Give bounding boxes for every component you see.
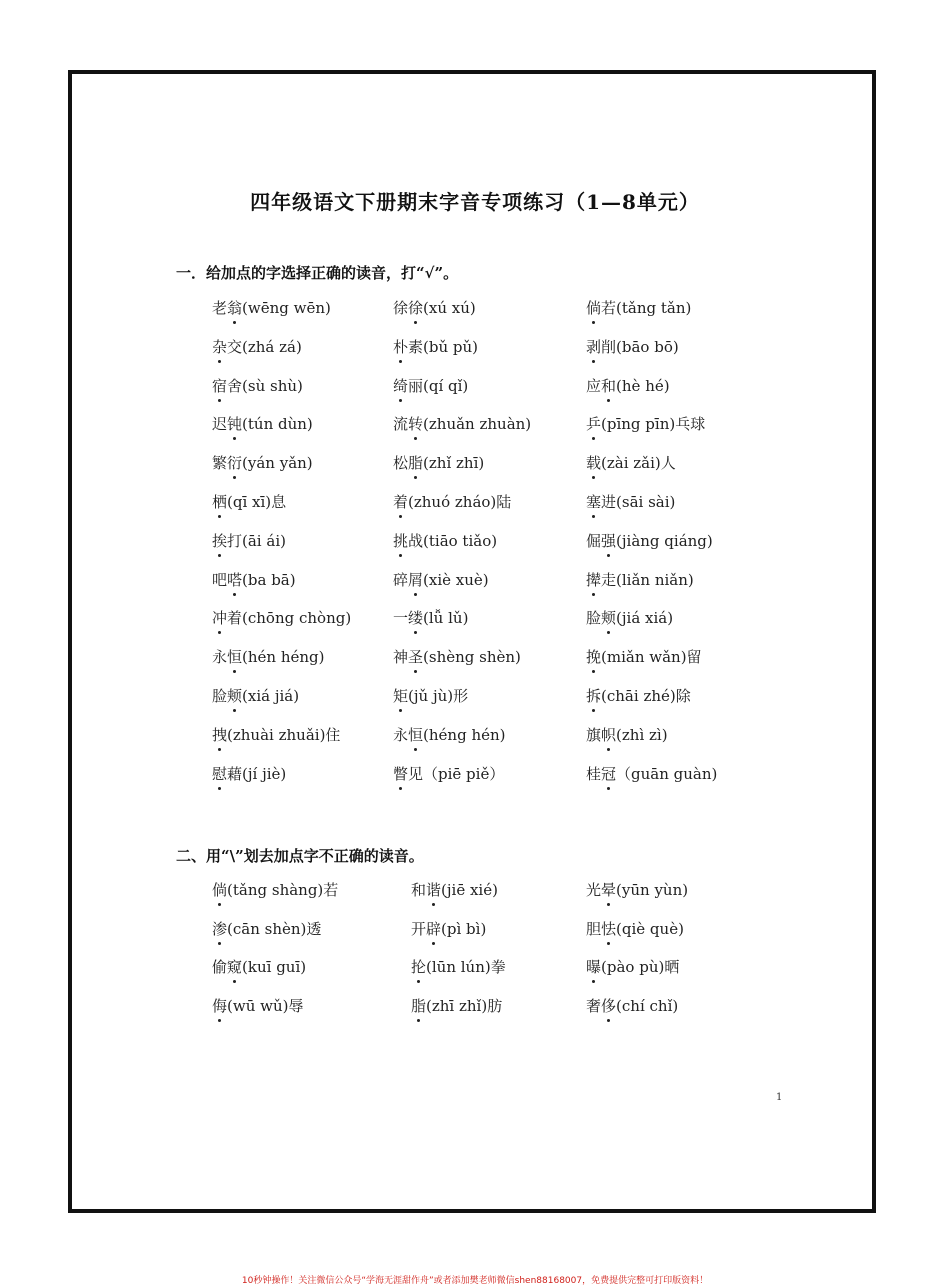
dotted-character: 冠: [601, 764, 617, 783]
pinyin-options: 舍(sù shù): [227, 376, 303, 395]
pinyin-options: (hén héng): [242, 648, 325, 667]
word-item: [393, 646, 521, 667]
word-item: [393, 491, 511, 512]
word-item: [212, 956, 306, 977]
section1-title: 一．给加点的字选择正确的读音，打“√”。: [176, 264, 459, 282]
dotted-character: 抡: [411, 958, 427, 977]
dotted-character: 转: [408, 415, 424, 434]
word-item: [586, 375, 670, 396]
dotted-character: 恒: [227, 648, 243, 667]
dotted-character: 恒: [408, 725, 424, 744]
dotted-character: 晕: [601, 881, 617, 899]
word-item: [586, 956, 679, 977]
dotted-character: 绮: [393, 376, 409, 395]
page-title: 四年级语文下册期末字音专项练习（1—8单元）: [250, 190, 700, 214]
pinyin-options: 若(tǎng tǎn): [601, 299, 692, 317]
dotted-character: 脂: [408, 454, 424, 473]
pinyin-options: (zhī zhǐ)肪: [426, 997, 503, 1016]
dotted-character: 拽: [212, 725, 228, 744]
word-item: [393, 452, 484, 473]
word-item: [212, 607, 351, 628]
pinyin-options: (ba bā): [242, 570, 296, 589]
dotted-character: 宿: [212, 376, 228, 395]
pinyin-options: (jiàng qiáng): [616, 531, 713, 550]
pinyin-options: (zhì zì): [616, 725, 668, 744]
word-item: [586, 685, 691, 706]
footer-note: 10秒钟操作！关注微信公众号“学海无涯甜作舟”或者添加樊老师微信shen88168007，免费提供完整可打印版资料！: [241, 1276, 709, 1286]
word-item: [586, 297, 691, 318]
word-item: [212, 724, 340, 745]
word-prefix: 老: [212, 299, 228, 317]
pinyin-options: (tǎng shàng)若: [227, 881, 339, 899]
dotted-character: 渗: [212, 919, 228, 938]
dotted-character: 慰: [212, 764, 228, 783]
pinyin-options: (pīng pīn)乓球: [601, 415, 706, 434]
dotted-character: 朴: [393, 337, 409, 356]
section2-title: 二、用“\”划去加点字不正确的读音。: [176, 847, 424, 865]
word-prefix: 松: [393, 454, 409, 473]
pinyin-options: 藉(jí jiè): [227, 764, 287, 783]
pinyin-options: 打(āi ái): [227, 531, 286, 550]
pinyin-options: (héng hén): [423, 725, 506, 744]
dotted-character: 徐: [408, 299, 424, 317]
pinyin-options: (pì bì): [441, 919, 487, 938]
dotted-character: 倘: [212, 881, 228, 899]
word-item: [212, 336, 302, 357]
word-item: [393, 297, 476, 318]
word-item: [212, 375, 303, 396]
pinyin-options: (lǚ lǔ): [423, 609, 469, 628]
word-item: [586, 879, 688, 900]
pinyin-options: (yán yǎn): [242, 454, 313, 473]
word-item: [586, 413, 705, 434]
pinyin-options: (zhuó zháo)陆: [408, 493, 512, 511]
pinyin-options: 进(sāi sài): [601, 493, 676, 511]
pinyin-options: (yūn yùn): [616, 881, 689, 899]
pinyin-options: (jiá xiá): [616, 609, 674, 628]
dotted-character: 乒: [586, 415, 602, 434]
dotted-character: 着: [393, 493, 409, 511]
dotted-character: 侈: [601, 997, 617, 1016]
pinyin-options: 着(chōng chòng): [227, 609, 352, 628]
dotted-character: 怯: [601, 919, 617, 938]
word-item: [393, 685, 468, 706]
word-item: [586, 995, 678, 1016]
pinyin-options: (pào pù)晒: [601, 958, 680, 977]
word-item: [586, 452, 676, 473]
dotted-character: 翁: [227, 299, 243, 317]
pinyin-options: (xiá jiá): [242, 687, 300, 705]
pinyin-options: (tún dùn): [242, 415, 313, 434]
word-item: [212, 530, 286, 551]
word-prefix: 吧: [212, 570, 228, 589]
word-item: [212, 297, 331, 318]
dotted-character: 栖: [212, 493, 228, 511]
word-item: [586, 724, 668, 745]
word-item: [212, 763, 286, 784]
dotted-character: 钝: [227, 415, 243, 434]
pinyin-options: (miǎn wǎn)留: [601, 648, 702, 667]
pinyin-options: 交(zhá zá): [227, 337, 302, 356]
dotted-character: 曝: [586, 958, 602, 977]
pinyin-options: (chāi zhé)除: [601, 687, 691, 705]
word-prefix: 流: [393, 415, 409, 434]
pinyin-options: 走(liǎn niǎn): [601, 570, 694, 589]
pinyin-options: (jiē xié): [441, 881, 498, 899]
word-item: [212, 918, 321, 939]
pinyin-options: (xú xú): [423, 299, 476, 317]
pinyin-options: (xiè xuè): [423, 570, 489, 589]
dotted-character: 屑: [408, 570, 424, 589]
word-item: [393, 375, 468, 396]
word-prefix: 偷: [212, 958, 228, 977]
dotted-character: 窥: [227, 958, 243, 977]
dotted-character: 倘: [586, 299, 602, 317]
word-prefix: 奢: [586, 997, 602, 1016]
word-item: [393, 530, 497, 551]
pinyin-options: (chí chǐ): [616, 997, 679, 1016]
dotted-character: 缕: [408, 609, 424, 628]
word-prefix: 碎: [393, 570, 409, 589]
pinyin-options: (zài zǎi)人: [601, 454, 676, 473]
dotted-character: 帜: [601, 725, 617, 744]
dotted-character: 强: [601, 531, 617, 550]
pinyin-options: (zhǐ zhī): [423, 454, 485, 473]
dotted-character: 撵: [586, 570, 602, 589]
dotted-character: 和: [601, 376, 617, 395]
word-prefix: 脸: [586, 609, 602, 628]
word-item: [393, 607, 468, 628]
word-prefix: 倔: [586, 531, 602, 550]
word-item: [586, 918, 684, 939]
dotted-character: 瞥: [393, 764, 409, 783]
dotted-character: 拆: [586, 687, 602, 705]
dotted-character: 剥: [586, 337, 602, 356]
word-item: [586, 646, 702, 667]
pinyin-options: (zhuǎn zhuàn): [423, 415, 532, 434]
dotted-character: 挽: [586, 648, 602, 667]
word-item: [212, 491, 286, 512]
pinyin-options: (qī xī)息: [227, 493, 287, 511]
word-prefix: 应: [586, 376, 602, 395]
word-prefix: 胆: [586, 919, 602, 938]
word-prefix: 光: [586, 881, 602, 899]
pinyin-options: 战(tiāo tiǎo): [408, 531, 498, 550]
dotted-character: 辟: [426, 919, 442, 938]
pinyin-options: (wū wǔ)辱: [227, 997, 304, 1016]
word-item: [411, 956, 506, 977]
dotted-character: 衍: [227, 454, 243, 473]
word-prefix: 脸: [212, 687, 228, 705]
word-item: [586, 336, 679, 357]
pinyin-options: (jǔ jù)形: [408, 687, 469, 705]
dotted-character: 颊: [601, 609, 617, 628]
page-border: [68, 70, 876, 1213]
pinyin-options: (shèng shèn): [423, 648, 521, 667]
word-item: [212, 646, 325, 667]
word-prefix: 徐: [393, 299, 409, 317]
pinyin-options: （guān guàn): [616, 764, 718, 783]
word-item: [212, 995, 304, 1016]
pinyin-options: (lūn lún)拳: [426, 958, 506, 977]
word-prefix: 永: [212, 648, 228, 667]
word-prefix: 和: [411, 881, 427, 899]
dotted-character: 挨: [212, 531, 228, 550]
word-item: [212, 879, 338, 900]
word-item: [393, 763, 504, 784]
word-item: [586, 607, 673, 628]
pinyin-options: 素(bǔ pǔ): [408, 337, 479, 356]
page-number: 1: [776, 1092, 783, 1103]
word-item: [411, 879, 498, 900]
dotted-character: 嗒: [227, 570, 243, 589]
word-prefix: 桂: [586, 764, 602, 783]
word-item: [393, 569, 489, 590]
word-prefix: 一: [393, 609, 409, 628]
word-item: [586, 569, 694, 590]
word-prefix: 神: [393, 648, 409, 667]
word-item: [212, 413, 313, 434]
dotted-character: 侮: [212, 997, 228, 1016]
pinyin-options: (cān shèn)透: [227, 919, 322, 938]
word-prefix: 旗: [586, 725, 602, 744]
pinyin-options: (hè hé): [616, 376, 670, 395]
word-item: [586, 530, 713, 551]
dotted-character: 载: [586, 454, 602, 473]
pinyin-options: 丽(qí qǐ): [408, 376, 469, 395]
word-prefix: 迟: [212, 415, 228, 434]
dotted-character: 矩: [393, 687, 409, 705]
pinyin-options: 削(bāo bō): [601, 337, 679, 356]
word-item: [393, 413, 531, 434]
pinyin-options: (kuī guī): [242, 958, 307, 977]
dotted-character: 塞: [586, 493, 602, 511]
word-item: [212, 569, 296, 590]
word-item: [393, 336, 478, 357]
word-prefix: 开: [411, 919, 427, 938]
word-item: [212, 685, 299, 706]
pinyin-options: (zhuài zhuǎi)住: [227, 725, 341, 744]
word-prefix: 繁: [212, 454, 228, 473]
word-item: [586, 491, 675, 512]
pinyin-options: (wēng wēn): [242, 299, 331, 317]
word-item: [212, 452, 313, 473]
pinyin-options: (qiè què): [616, 919, 684, 938]
word-item: [586, 763, 717, 784]
word-item: [411, 918, 486, 939]
dotted-character: 杂: [212, 337, 228, 356]
dotted-character: 颊: [227, 687, 243, 705]
dotted-character: 谐: [426, 881, 442, 899]
dotted-character: 圣: [408, 648, 424, 667]
dotted-character: 挑: [393, 531, 409, 550]
word-prefix: 永: [393, 725, 409, 744]
pinyin-options: 见（piē piě）: [408, 764, 505, 783]
word-item: [393, 724, 506, 745]
word-item: [411, 995, 502, 1016]
dotted-character: 冲: [212, 609, 228, 628]
dotted-character: 脂: [411, 997, 427, 1016]
